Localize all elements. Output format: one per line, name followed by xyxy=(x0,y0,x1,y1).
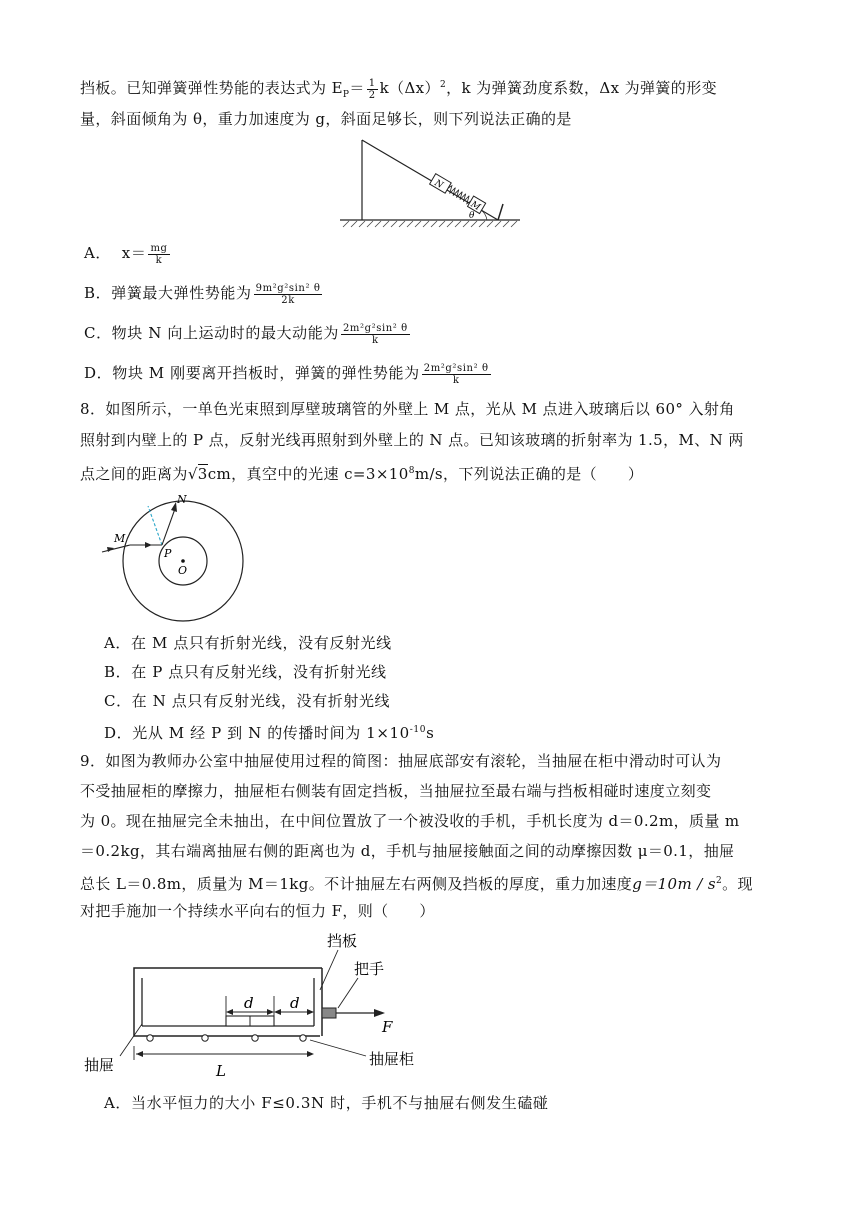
subscript: P xyxy=(342,90,350,100)
q7-line-1 xyxy=(80,74,717,106)
q7-option-c xyxy=(84,322,412,346)
q9-line-4: ＝0.2kg，其右端离抽屉右侧的距离也为 d，手机与抽屉接触面之间的动摩擦因数 μ＝0.1，抽屉 xyxy=(80,842,735,860)
label-cabinet: 抽屉柜 xyxy=(369,1050,415,1068)
fraction xyxy=(254,283,323,306)
q9-line-3: 为 0。现在抽屉完全未抽出，在中间位置放了一个被没收的手机，手机长度为 d＝0.2m，质量 m xyxy=(80,812,740,830)
label-l: L xyxy=(216,1062,226,1080)
incline-figure xyxy=(335,135,535,233)
text: 挡板。已知弹簧弹性势能的表达式为 E xyxy=(80,79,343,97)
denominator: 2 xyxy=(368,89,376,101)
sqrt-radicand: 3 xyxy=(197,465,208,483)
text: k（Δx） xyxy=(379,79,440,97)
q9-option-a: A．当水平恒力的大小 F≤0.3N 时，手机不与抽屉右侧发生磕碰 xyxy=(104,1094,549,1112)
superscript: 2 xyxy=(716,876,723,886)
text: 点之间的距离为 xyxy=(80,465,188,483)
numerator: 2m²g²sin² θ xyxy=(342,322,408,334)
superscript: 8 xyxy=(408,466,415,476)
text: C．物块 N 向上运动时的最大动能为 xyxy=(84,324,339,342)
denominator: k xyxy=(155,254,163,266)
q8-line-3 xyxy=(80,460,643,485)
superscript: -10 xyxy=(409,725,427,735)
sqrt-symbol: √ xyxy=(187,465,198,483)
text: 总长 L＝0.8m，质量为 M＝1kg。不计抽屉左右两侧及挡板的厚度，重力加速度 xyxy=(80,875,633,893)
fraction xyxy=(341,323,410,346)
text: D．物块 M 刚要离开挡板时，弹簧的弹性势能为 xyxy=(84,364,420,382)
numerator: mg xyxy=(150,242,168,254)
denominator: k xyxy=(452,374,460,386)
drawer-figure xyxy=(80,928,480,1083)
label-handle: 把手 xyxy=(354,960,385,978)
label-m: M xyxy=(114,532,126,545)
q7-option-d xyxy=(84,362,493,386)
q9-line-2: 不受抽屉柜的摩擦力，抽屉柜右侧装有固定挡板，当抽屉拉至最右端与挡板相碰时速度立刻变 xyxy=(80,782,712,800)
q7-option-a xyxy=(84,242,172,266)
numerator: 1 xyxy=(368,77,376,89)
label-theta: θ xyxy=(469,211,475,221)
q8-line-1: 8．如图所示，一单色光束照到厚壁玻璃管的外壁上 M 点，光从 M 点进入玻璃后以 60° 入射角 xyxy=(80,400,735,418)
text: x＝ xyxy=(121,244,147,262)
text: ＝ xyxy=(349,79,365,97)
label-drawer: 抽屉 xyxy=(84,1056,115,1074)
q8-option-a: A．在 M 点只有折射光线，没有反射光线 xyxy=(104,634,392,652)
fraction xyxy=(148,243,169,266)
label-d1: d xyxy=(244,994,254,1012)
text: ，k 为弹簧劲度系数，Δx 为弹簧的形变 xyxy=(446,79,718,97)
text: B．弹簧最大弹性势能为 xyxy=(84,284,252,302)
label-o: O xyxy=(178,564,188,577)
superscript: 2 xyxy=(439,80,447,90)
q9-line-5 xyxy=(80,870,753,895)
q8-option-d xyxy=(104,719,434,744)
half-fraction xyxy=(367,78,378,101)
label-p: P xyxy=(164,547,172,560)
text: 。现 xyxy=(722,875,753,893)
text: g＝10m / s xyxy=(632,875,716,893)
q9-line-1: 9．如图为教师办公室中抽屉使用过程的简图：抽屉底部安有滚轮，当抽屉在柜中滑动时可认为 xyxy=(80,752,722,770)
text: s xyxy=(426,724,435,742)
label-m: M xyxy=(468,199,482,213)
denominator: 2k xyxy=(281,294,295,306)
numerator: 9m²g²sin² θ xyxy=(255,282,321,294)
q7-line-2: 量，斜面倾角为 θ，重力加速度为 g，斜面足够长，则下列说法正确的是 xyxy=(80,110,572,128)
text: D．光从 M 经 P 到 N 的传播时间为 1×10 xyxy=(104,724,410,742)
q8-option-b: B．在 P 点只有反射光线，没有折射光线 xyxy=(104,663,387,681)
numerator: 2m²g²sin² θ xyxy=(423,362,489,374)
q8-line-2: 照射到内壁上的 P 点，反射光线再照射到外壁上的 N 点。已知该玻璃的折射率为 1.5，M、N 两 xyxy=(80,431,744,449)
label-n: N xyxy=(432,178,445,191)
label-n: N xyxy=(177,493,187,506)
fraction xyxy=(422,363,491,386)
label-f: F xyxy=(382,1018,393,1036)
q8-option-c: C．在 N 点只有反射光线，没有折射光线 xyxy=(104,692,391,710)
text: cm，真空中的光速 c=3×10 xyxy=(207,465,409,483)
text: m/s，下列说法正确的是（ ） xyxy=(414,465,644,483)
label-baffle: 挡板 xyxy=(327,932,358,950)
q9-line-6: 对把手施加一个持续水平向右的恒力 F，则（ ） xyxy=(80,902,435,920)
q7-option-b xyxy=(84,282,324,306)
label-d2: d xyxy=(290,994,300,1012)
option-label: A． xyxy=(84,244,112,262)
glass-tube-figure xyxy=(80,488,255,628)
denominator: k xyxy=(372,334,379,346)
